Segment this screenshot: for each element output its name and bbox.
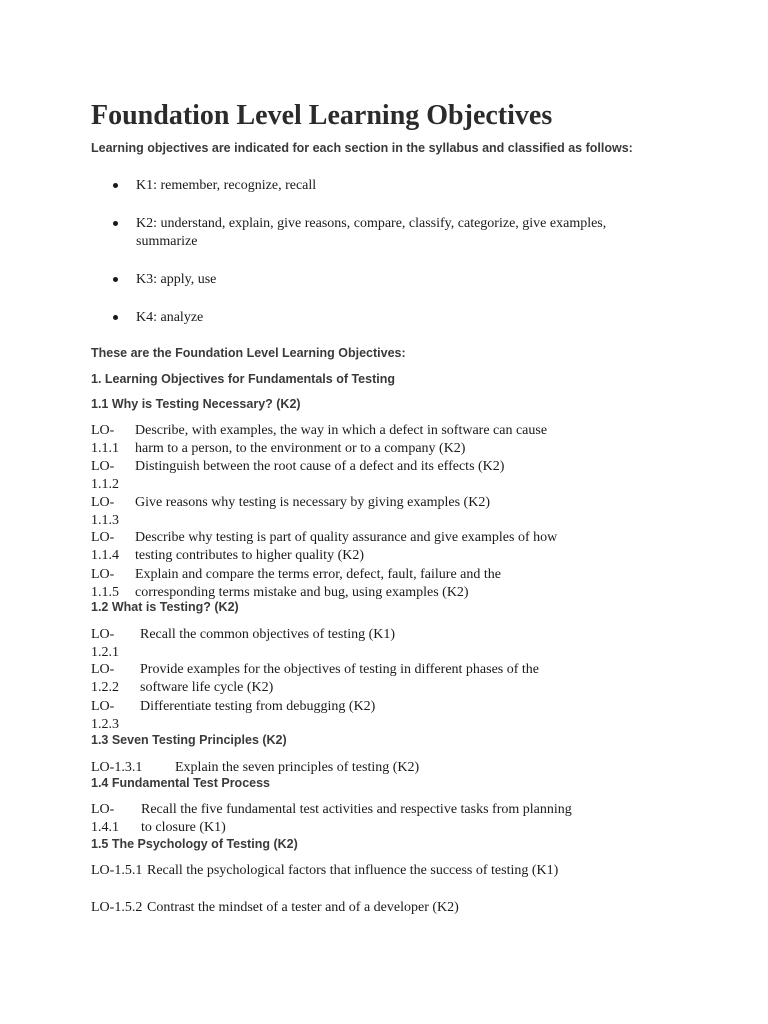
page-title: Foundation Level Learning Objectives	[91, 100, 553, 131]
these-are-text: These are the Foundation Level Learning Objectives:	[91, 346, 406, 360]
objective-code: LO- 1.4.1	[91, 802, 119, 835]
objective-text: Differentiate testing from debugging (K2)	[140, 699, 376, 714]
section-heading: 1.5 The Psychology of Testing (K2)	[91, 837, 298, 851]
section-heading: 1.2 What is Testing? (K2)	[91, 600, 239, 614]
objective-text: Explain and compare the terms error, defect, fault, failure and the corresponding terms mistake and bug, using examples (K2)	[135, 567, 501, 600]
objective-text: Provide examples for the objectives of testing in different phases of the software life cycle (K2)	[140, 662, 540, 695]
objective-code: LO- 1.1.4	[91, 530, 119, 563]
objective-code: LO- 1.2.3	[91, 699, 119, 732]
chapter-heading: 1. Learning Objectives for Fundamentals of Testing	[91, 372, 395, 386]
objective-code: LO- 1.2.1	[91, 627, 119, 660]
intro-text: Learning objectives are indicated for each section in the syllabus and classified as follows:	[91, 141, 633, 155]
k-level-text: K2: understand, explain, give reasons, compare, classify, categorize, give examples, summarize	[136, 216, 607, 249]
objective-text: Explain the seven principles of testing (K2)	[175, 760, 420, 775]
objective-code: LO- 1.1.1	[91, 423, 119, 456]
objective-code: LO- 1.1.5	[91, 567, 119, 600]
objective-text: Recall the five fundamental test activities and respective tasks from planning to closure (K1)	[141, 802, 572, 835]
objective-code: LO-1.5.2	[91, 900, 143, 915]
objective-code: LO- 1.1.2	[91, 459, 119, 492]
bullet-icon	[113, 183, 118, 188]
objective-text: Describe why testing is part of quality assurance and give examples of how testing contributes to higher quality (K2)	[135, 530, 558, 563]
k-level-text: K1: remember, recognize, recall	[136, 178, 317, 193]
section-heading: 1.3 Seven Testing Principles (K2)	[91, 733, 287, 747]
bullet-icon	[113, 315, 118, 320]
objective-text: Contrast the mindset of a tester and of a developer (K2)	[147, 900, 459, 915]
bullet-icon	[113, 277, 118, 282]
objective-text: Give reasons why testing is necessary by giving examples (K2)	[135, 495, 490, 510]
objective-text: Recall the common objectives of testing (K1)	[140, 627, 396, 642]
k-level-text: K3: apply, use	[136, 272, 217, 287]
objective-text: Describe, with examples, the way in which a defect in software can cause harm to a person, to the environment or to a company (K2)	[135, 423, 548, 456]
section-heading: 1.1 Why is Testing Necessary? (K2)	[91, 397, 301, 411]
k-level-text: K4: analyze	[136, 310, 204, 325]
objective-code: LO- 1.2.2	[91, 662, 119, 695]
bullet-icon	[113, 221, 118, 226]
objective-code: LO- 1.1.3	[91, 495, 119, 528]
objective-text: Distinguish between the root cause of a defect and its effects (K2)	[135, 459, 505, 474]
section-heading: 1.4 Fundamental Test Process	[91, 776, 270, 790]
objective-code: LO-1.5.1	[91, 863, 143, 878]
objective-code: LO-1.3.1	[91, 760, 143, 775]
objective-text: Recall the psychological factors that influence the success of testing (K1)	[147, 863, 559, 878]
